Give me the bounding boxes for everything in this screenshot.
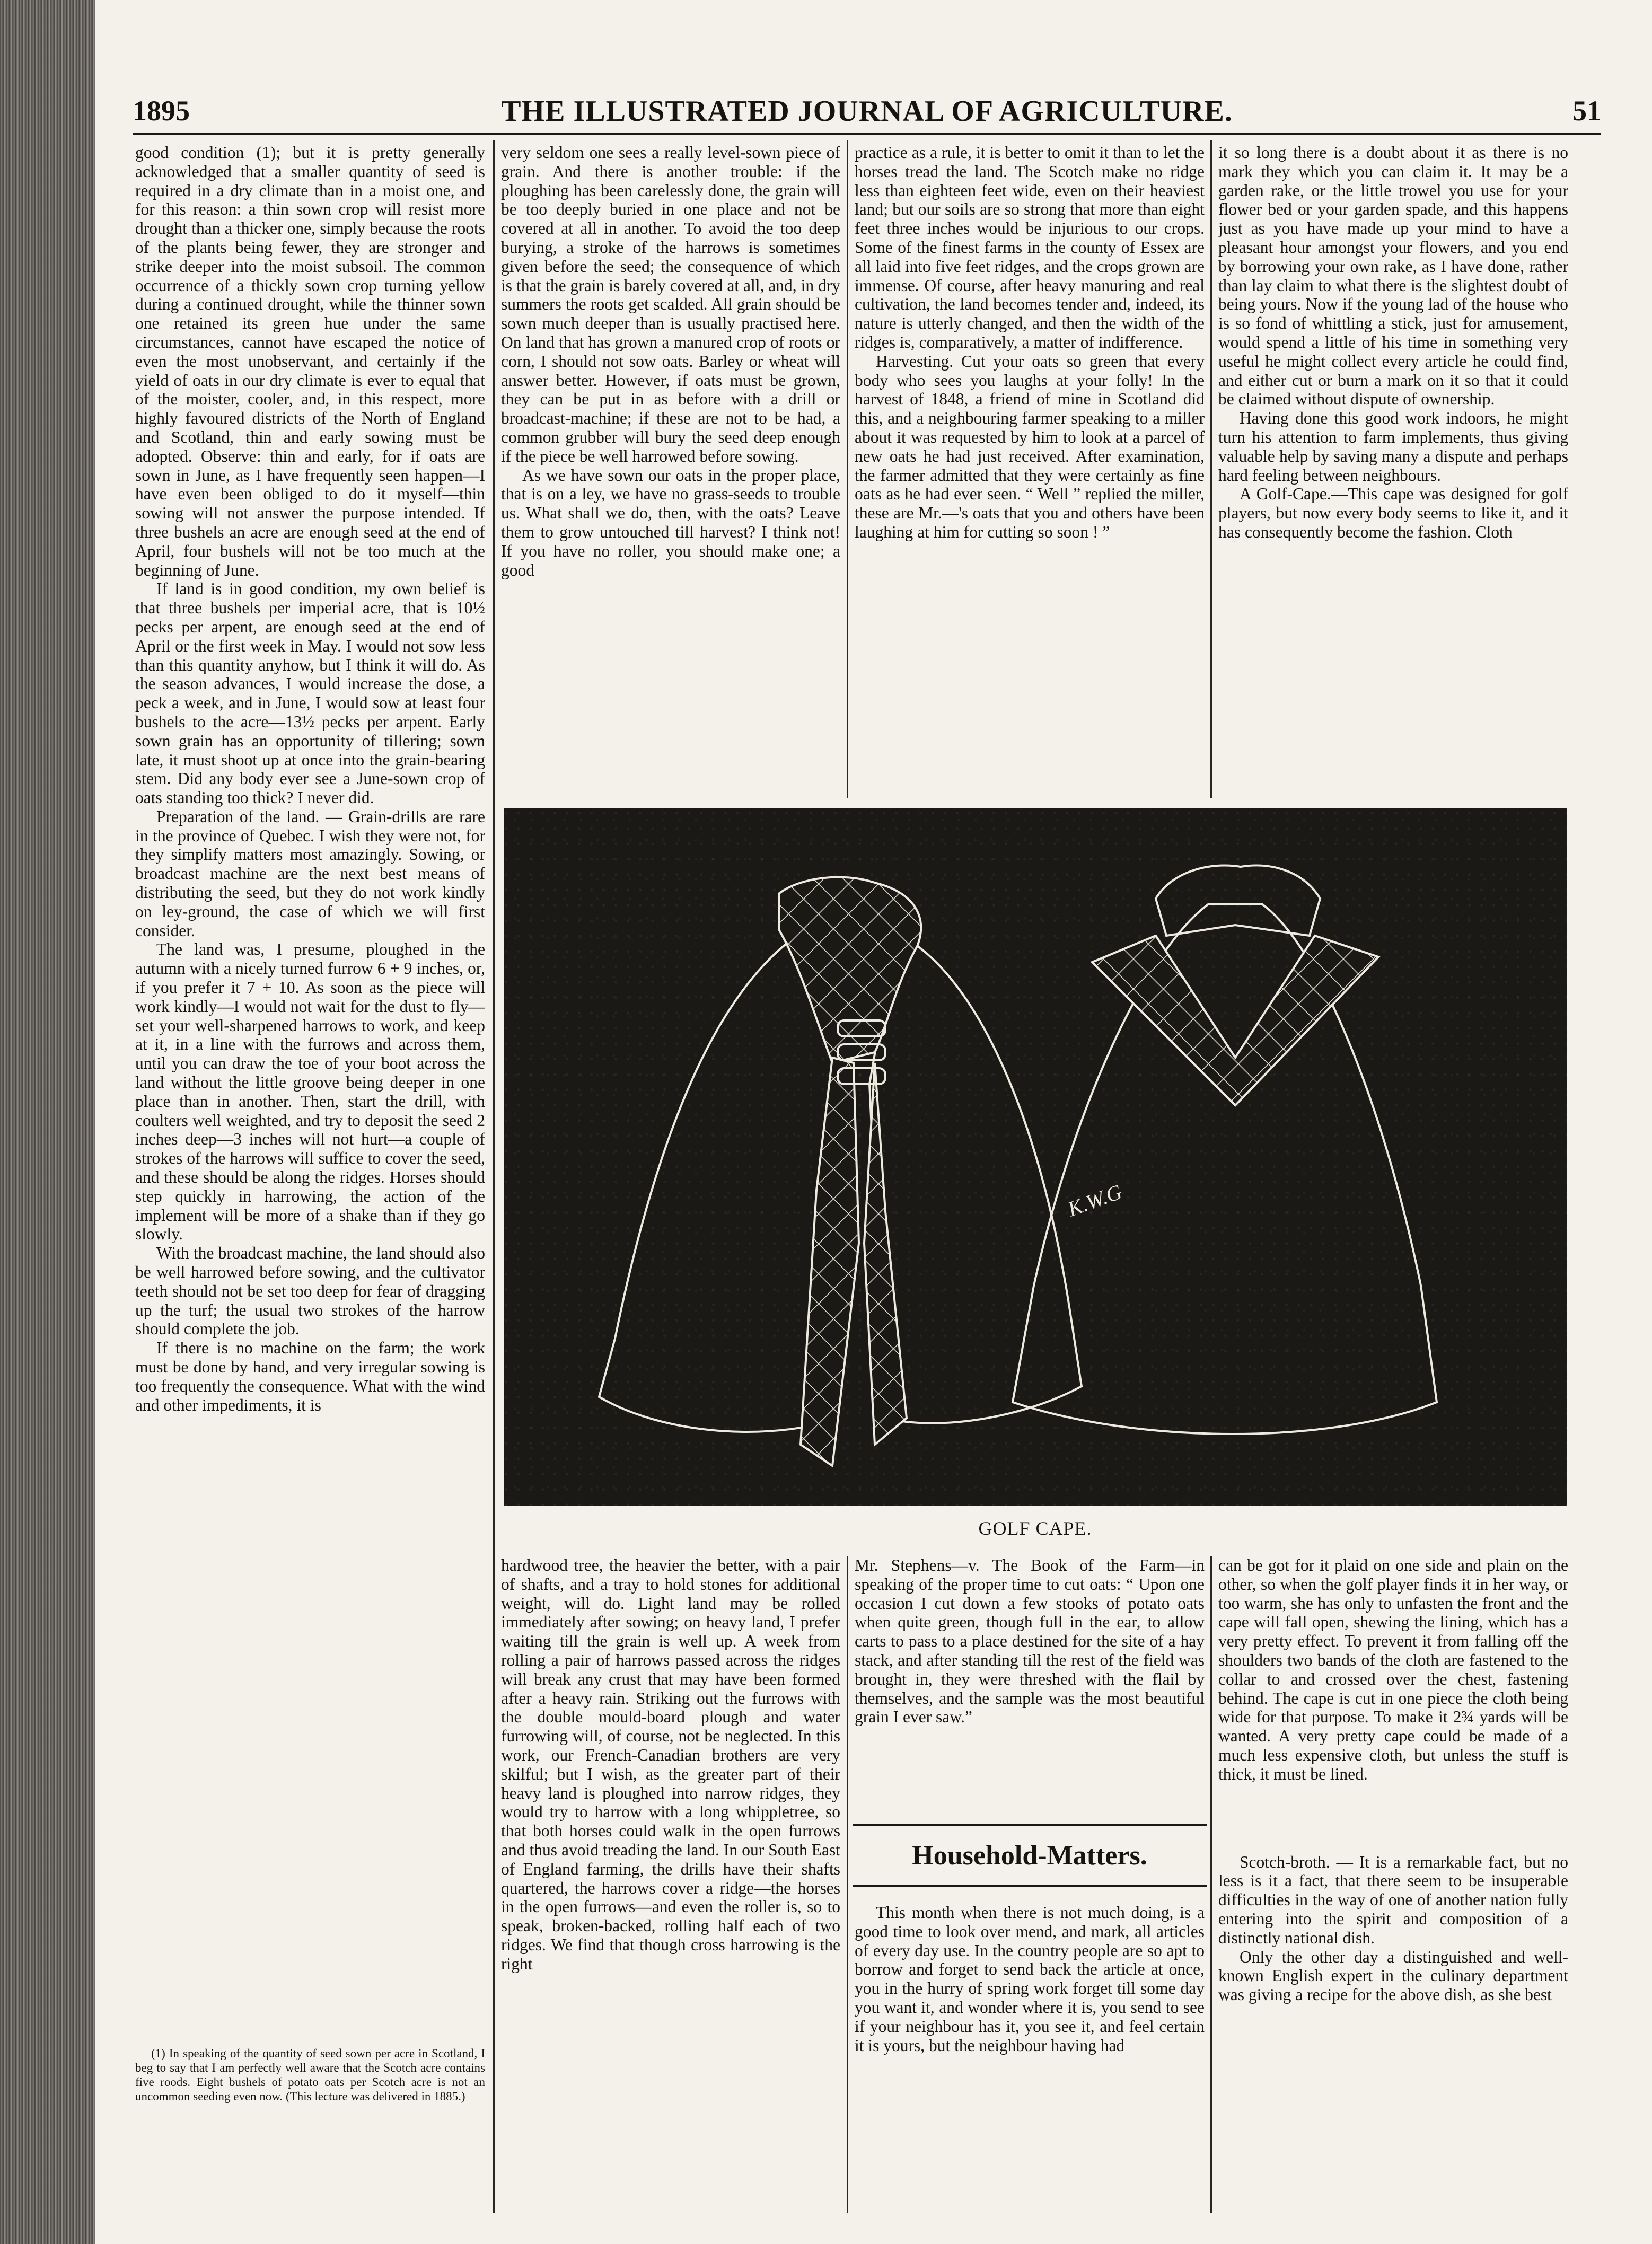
running-header [133,90,1601,135]
illustration-caption: GOLF CAPE. [978,1518,1092,1539]
paragraph: The land was, I presume, ploughed in the autumn with a nicely turned furrow 6 + 9 inches, or, if you prefer it 7 + 10. As soon as the piece will work kindly—I would not wait for the dust to fly—set your well-sharpened harrows to work, and keep at it, in a line with the furrows and across them, until you can draw the toe of your boot across the land without the little groove being deeper in one place than in another. Then, start the drill, with coulters well weighted, and try to deposit the seed 2 inches deep—3 inches will not hurt—a couple of strokes of the harrows will suffice to cover the seed, and these should be along the ridges. Horses should step quickly in harrowing, the action of the implement will be more of a shake than if they go slowly. [135,940,485,1244]
paragraph: This month when there is not much doing, is a good time to look over mend, and mark, all articles of every day use. In the country people are so apt to borrow and forget to send back the article at once, you in the hurry of spring work forget till some day you want it, and wonder where it is, you send to see if your neighbour has it, you see it, and feel certain it is yours, but the neighbour having had [855,1903,1205,2055]
section-heading: Household-Matters. [912,1840,1147,1871]
paragraph: hardwood tree, the heavier the better, with a pair of shafts, and a tray to hold stones for additional weight, will do. Light land may be rolled immediately after sowing; on heavy land, I prefer waiting till the grain is well up. A week from rolling a pair of harrows passed across the ridges will break any crust that may have been formed after a heavy rain. Striking out the furrows with the double mould-board plough and water furrowing will, of course, not be neglected. In this work, our French-Canadian brothers are very skilful; but I wish, as the greater part of their heavy land is ploughed into narrow ridges, they would try to harrow with a long whippletree, so that both horses could walk in the open furrows and thus avoid treading the land. In our South East of England farming, the drills have their shafts quartered, the harrows cover a ridge—the horses in the open furrows—and even the roller is, so to speak, broken-backed, rolling half each of two ridges. We find that though cross harrowing is the right [501,1556,840,1973]
paragraph: practice as a rule, it is better to omit it than to let the horses tread the land. The Scotch make no ridge less than eighteen feet wide, even on their heaviest land; but our soils are so strong that more than eight feet three inches would be injurious to our crops. Some of the finest farms in the county of Essex are all laid into five feet ridges, and the crops grown are immense. Of course, after heavy manuring and real cultivation, the land becomes tender and, indeed, its nature is utterly changed, and then the width of the ridges is, comparatively, a matter of indifference. [855,143,1205,351]
footnote-text: (1) In speaking of the quantity of seed sown per acre in Scotland, I beg to say that I am perfectly well aware that the Scotch acre contains five roods. Eight bushels of potato oats per Scotch acre is not an uncommon seeding even now. (This lecture was delivered in 1885.) [135,2047,485,2103]
paragraph: Having done this good work indoors, he might turn his attention to farm implements, thus giving valuable help by saving many a dispute and perhaps hard feeling between neighbours. [1218,409,1568,485]
paragraph-gap [1218,1784,1568,1853]
column-rule [847,1556,848,2213]
column-rule [493,140,495,2213]
golf-cape-illustration [504,808,1567,1506]
paragraph: can be got for it plaid on one side and plain on the other, so when the golf player finds it in her way, or too warm, she has only to unfasten the front and the cape will fall open, shewing the lining, which has a very pretty effect. To prevent it from falling off the shoulders two bands of the cloth are fastened to the collar to and crossed over the chest, fastening behind. The cape is cut in one piece the cloth being wide for that purpose. To make it 2¾ yards will be wanted. A very pretty cape could be made of a much less expensive cloth, but unless the stuff is thick, it must be lined. [1218,1556,1568,1783]
paragraph: Harvesting. Cut your oats so green that every body who sees you laughs at your folly! In the harvest of 1848, a friend of mine in Scotland did this, and a neighbouring farmer speaking to a miller about it was requested by him to look at a parcel of new oats he had just received. After examination, the farmer admitted that they were certainly as fine oats as he had ever seen. “ Well ” replied the miller, these are Mr.—'s oats that you and others have been laughing at him for cutting so soon ! ” [855,351,1205,541]
paragraph: If there is no machine on the farm; the work must be done by hand, and very irregular sowing is too frequently the consequence. What with the wind and other impediments, it is [135,1339,485,1414]
paragraph: good condition (1); but it is pretty generally acknowledged that a smaller quantity of seed is required in a dry climate than in a moist one, and for this reason: a thin sown crop will resist more drought than a thicker one, simply because the roots of the plants being fewer, they are stronger and strike deeper into the moist subsoil. The common occurrence of a thickly sown crop turning yellow during a continued drought, while the thinner sown one retained its green hue under the same circumstances, cannot have escaped the notice of even the most unobservant, and certainly if the yield of oats in our dry climate is ever to equal that of the moister, cooler, and, in this respect, more highly favoured districts of the North of England and Scotland, thin and early sowing must be adopted. Observe: thin and early, for if oats are sown in June, as I have frequently seen happen—I have even been obliged to do it myself—thin sowing will not answer the purpose intended. If three bushels an acre are enough seed at the end of April, four bushels will not be too much at the beginning of June. [135,143,485,579]
column-3-household [855,1903,1205,2213]
column-4-top [1218,143,1568,803]
column-3-bottom [855,1556,1205,1816]
paragraph: Scotch-broth. — It is a remarkable fact, but no less is it a fact, that there seem to be insuperable difficulties in the way of one of another nation fully entering into the spirit and composition of a distinctly national dish. [1218,1852,1568,1947]
column-rule [1210,1556,1212,2213]
column-rule [1210,140,1212,798]
paragraph: If land is in good condition, my own belief is that three bushels per imperial acre, that is 10½ pecks per arpent, are enough seed at the end of April or the first week in May. I would not sow less than this quantity anyhow, but I think it will do. As the season advances, I would increase the dose, a peck a week, and in June, I would sow at least four bushels to the acre—13½ pecks per arpent. Early sown grain has an opportunity of tillering; sown late, it must shoot up at once into the grain-bearing stem. Did any body ever see a June-sown crop of oats standing too thick? I never did. [135,579,485,807]
column-2-bottom [501,1556,840,2213]
footnote [135,2046,485,2205]
paragraph: Only the other day a distinguished and well-known English expert in the culinary department was giving a recipe for the above dish, as she best [1218,1947,1568,2004]
paragraph: With the broadcast machine, the land should also be well harrowed before sowing, and the cultivator teeth should not be set too deep for fear of dragging up the turf; the usual two strokes of the harrow should complete the job. [135,1244,485,1339]
golf-cape-drawing [504,808,1567,1506]
column-rule [847,140,848,798]
page-number: 51 [1572,95,1601,127]
page-binding-edge [0,0,95,2244]
column-1 [135,143,485,1914]
section-heading-box [853,1824,1207,1887]
paragraph: A Golf-Cape.—This cape was designed for golf players, but now every body seems to like it, and it has consequently become the fashion. Cloth [1218,485,1568,541]
paragraph: As we have sown our oats in the proper place, that is on a ley, we have no grass-seeds to trouble us. What shall we do, then, with the oats? Leave them to grow untouched till harvest? I think not! If you have no roller, you should make one; a good [501,465,840,579]
column-3-top [855,143,1205,803]
illustrator-signature: K.W.G [1064,1180,1125,1221]
paragraph: very seldom one sees a really level-sown piece of grain. And there is another trouble: if the ploughing has been carelessly done, the grain will be too deeply buried in one place and not be covered at all in another. To avoid the too deep burying, a stroke of the harrows is sometimes given before the seed; the consequence of which is that the grain is barely covered at all, and, in dry summers the roots get scalded. All grain should be sown much deeper than is usually practised here. On land that has grown a manured crop of roots or corn, I should not sow oats. Barley or wheat will answer better. However, if oats must be grown, they can be put in as before with a drill or broadcast-machine; if these are not to be had, a common grubber will bury the seed deep enough if the piece be well harrowed before sowing. [501,143,840,465]
column-4-bottom [1218,1556,1568,2213]
journal-title: THE ILLUSTRATED JOURNAL OF AGRICULTURE. [501,95,1233,128]
column-2-top [501,143,840,803]
paragraph: Mr. Stephens—v. The Book of the Farm—in speaking of the proper time to cut oats: “ Upon one occasion I cut down a few stooks of potato oats when quite green, though full in the ear, to allow carts to pass to a place destined for the site of a hay stack, and after standing till the rest of the field was brought in, they were threshed with the flail by themselves, and the sample was the most beautiful grain I ever saw.” [855,1556,1205,1727]
header-year: 1895 [133,95,190,127]
paragraph: Preparation of the land. — Grain-drills are rare in the province of Quebec. I wish they were not, for they simplify matters most amazingly. Sowing, or broadcast machine are the next best means of distributing the seed, but they do not work kindly on ley-ground, the case of which we will first consider. [135,807,485,940]
paragraph: it so long there is a doubt about it as there is no mark they which you can claim it. It may be a garden rake, or the little trowel you use for your flower bed or your garden spade, and this happens just as you have made up your mind to have a pleasant hour amongst your flowers, and you end by borrowing your own rake, as I have done, rather than lay claim to what there is the slightest doubt of being yours. Now if the young lad of the house who is so fond of whittling a stick, just for amusement, would spend a little of his time in something very useful he might collect every article he could find, and either cut or burn a mark on it so that it could be claimed without dispute of ownership. [1218,143,1568,409]
cape-front-view [599,877,1082,1466]
